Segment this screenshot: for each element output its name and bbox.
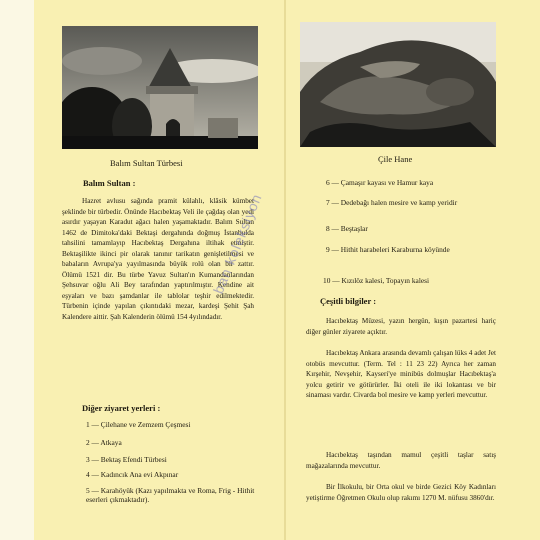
item-text: Kızılöz kalesi, Topayın kalesi: [341, 276, 430, 285]
list-item: 4 — Kadıncık Ana evi Akpınar: [86, 470, 179, 479]
item-number: 3: [86, 455, 90, 464]
list-item: 3 — Bektaş Efendi Türbesi: [86, 455, 167, 464]
item-text: Çamaşır kayası ve Hamur kaya: [340, 178, 434, 187]
item-number: 5: [86, 486, 90, 495]
item-text: Beştaşlar: [340, 224, 368, 233]
collection-watermark: ban koleksiyon: [210, 191, 265, 296]
rock-photo: [300, 22, 496, 147]
list-item: 10 — Kızılöz kalesi, Topayın kalesi: [323, 276, 430, 285]
item-number: 7: [326, 198, 330, 207]
item-text: Atkaya: [100, 438, 122, 447]
list-item: 5 — Karahöyük (Kazı yapılmakta ve Roma, Frig - Hithit eserleri çıkmaktadır).: [86, 486, 255, 504]
balim-sultan-paragraph: Hazret avlusu sağında pramit külahlı, klâsik kümbet şeklinde bir türbedir. Önünde Hacıbektaş Veli ile çağdaş olan yedi asırdır yaşayan Karadut ağacı halen yaşamaktadır. Balım Sultan 1462 de Dimitoka'daki Bektaşi dergahında doğmuş İstanbulda tahsilini tamamlayıp Hacıbektaş Dergahına iltihak etmiştir. Bektaşilikte ikinci pir olarak tanınır tarikatın genişletilmesi ve babaların Avrupa'ya yayılmasında büyük rolü olan bir zattır. Ölümü 1521 dir. Bu türbe Yavuz Sultan'ın Kumandanlarından Şehsuvar oğlu Ali Bey tarafından yaptırılmıştır. Kendine ait eşyaları ve bazı şamdanlar ile tablolar teşhir edilmektedir. Türbenin içinde yapılan çıkıntıdaki mezar, kardeşi Şehit Şah Kalendere aittir. Şah Kalenderin ölümü 154 4yılındadır.: [62, 197, 254, 321]
item-text: Kadıncık Ana evi Akpınar: [100, 470, 179, 479]
item-number: 1: [86, 420, 90, 429]
list-item: 6 — Çamaşır kayası ve Hamur kaya: [326, 178, 434, 187]
item-number: 6: [326, 178, 330, 187]
rock-photo-caption: Çile Hane: [378, 154, 413, 164]
list-item: 2 — Atkaya: [86, 438, 122, 447]
item-text: Bektaş Efendi Türbesi: [100, 455, 167, 464]
info-paragraph: Bir İlkokulu, bir Orta okul ve birde Gezici Köy Kadınları yetiştirme Öğretmen Okulu olup rakımı 1270 M. nüfusu 3860'dır.: [306, 483, 496, 502]
scan-margin: [0, 0, 34, 540]
section-title-balim-sultan: Balım Sultan :: [83, 178, 136, 188]
item-text: Çilehane ve Zemzem Çeşmesi: [100, 420, 191, 429]
list-item: 7 — Dedebağı halen mesire ve kamp yeridir: [326, 198, 458, 207]
item-number: 8: [326, 224, 330, 233]
tomb-photo-caption: Balım Sultan Türbesi: [110, 158, 183, 168]
item-number: 9: [326, 245, 330, 254]
tomb-photo: [62, 26, 258, 149]
item-text: Dedebağı halen mesire ve kamp yeridir: [340, 198, 458, 207]
info-paragraph: Hacıbektaş taşından mamul çeşitli taşlar satış mağazalarında mevcuttur.: [306, 451, 496, 470]
item-number: 10: [323, 276, 331, 285]
info-paragraph: Hacıbektaş Müzesi, yazın hergün, kışın pazartesi hariç diğer günler ziyarete açıktır.: [306, 317, 496, 336]
other-places-title: Diğer ziyaret yerleri :: [82, 403, 161, 413]
item-number: 2: [86, 438, 90, 447]
item-text: Karahöyük (Kazı yapılmakta ve Roma, Frig - Hithit eserleri çıkmaktadır).: [86, 486, 255, 504]
info-paragraph: Hacıbektaş Ankara arasında devamlı çalışan lüks 4 adet Jet otobüs mevcuttur. (Term. Tel : 11 23 22) Ayrıca her zaman Kırşehir, Nevşehir, Kayseri'ye minibüs dolmuşlar Hacıbektaş'a yolcu getirir ve götürürler. İki oteli ile iki lokantası ve bir sinaması vardır. Civarda bol mesire ve kamp yerleri mevcuttur.: [306, 349, 496, 399]
list-item: 9 — Hithit harabeleri Karaburna köyünde: [326, 245, 450, 254]
list-item: 1 — Çilehane ve Zemzem Çeşmesi: [86, 420, 191, 429]
item-number: 4: [86, 470, 90, 479]
various-info-title: Çeşitli bilgiler :: [320, 296, 377, 306]
page-fold: [284, 0, 286, 540]
item-text: Hithit harabeleri Karaburna köyünde: [340, 245, 450, 254]
list-item: 8 — Beştaşlar: [326, 224, 368, 233]
